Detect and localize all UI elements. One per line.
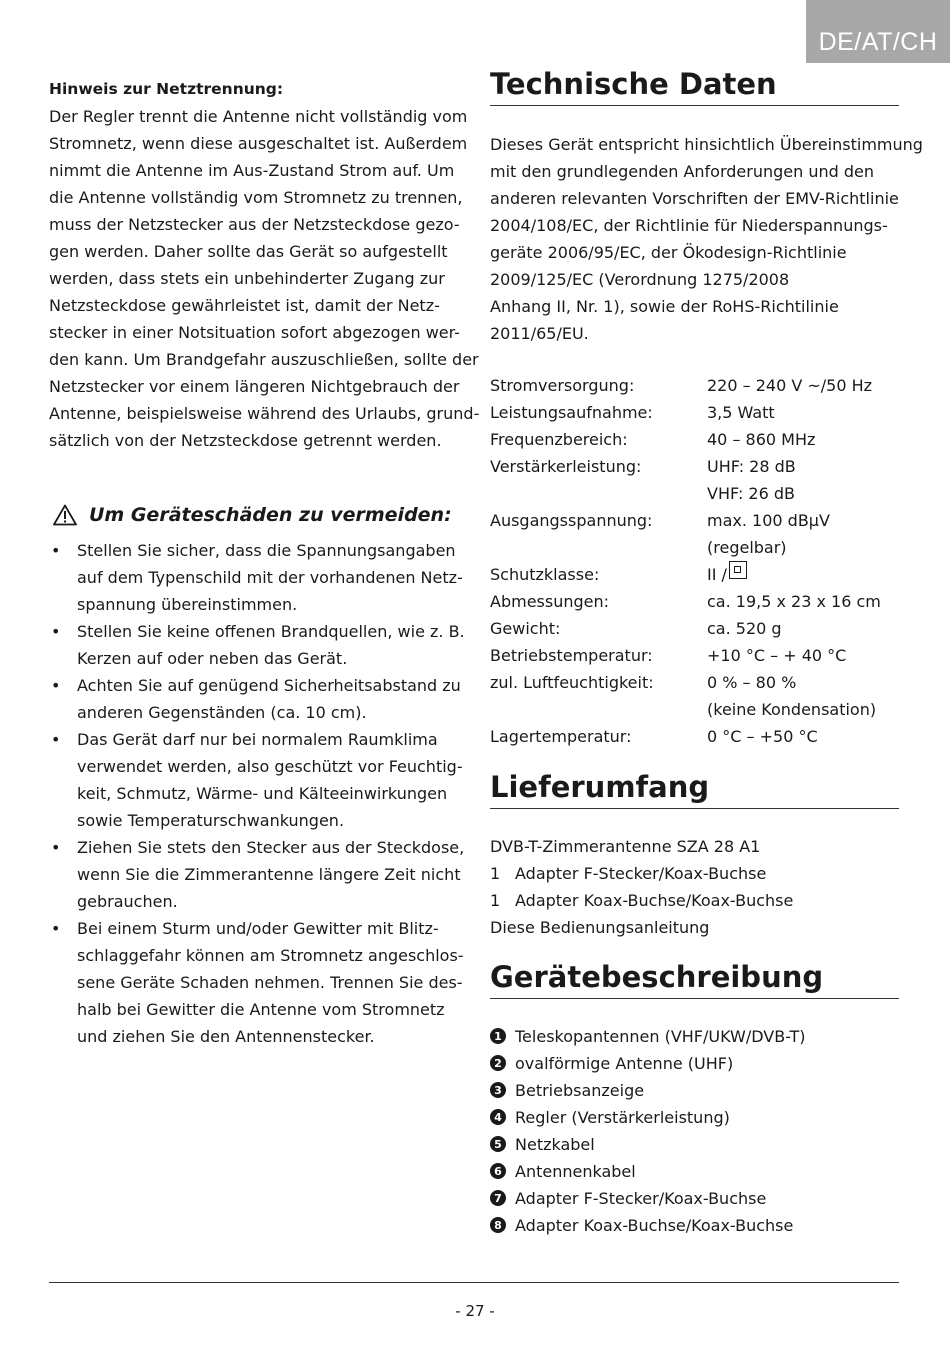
spec-value: (keine Kondensation) <box>707 700 877 719</box>
warning-heading <box>49 504 452 526</box>
intro-line: 2004/108/EC, der Richtlinie für Niederspannungs- <box>490 216 888 235</box>
scope-section <box>490 769 899 809</box>
tech-data-heading: Technische Daten <box>490 66 899 106</box>
scope-item-text: Diese Bedienungsanleitung <box>490 918 710 937</box>
bullet-line: sene Geräte Schaden nehmen. Trennen Sie des- <box>77 973 463 992</box>
spec-row <box>490 642 881 669</box>
bullet-line: Kerzen auf oder neben das Gerät. <box>77 649 348 668</box>
intro-line: anderen relevanten Vorschriften der EMV-Richtlinie <box>490 189 899 208</box>
bullet-item <box>49 915 469 1050</box>
bullet-text <box>77 915 464 1050</box>
warning-bullet-list <box>49 537 469 1050</box>
bullet-dot: • <box>51 622 61 641</box>
note-body <box>49 103 480 454</box>
spec-label: Schutzklasse: <box>490 565 600 584</box>
spec-row <box>490 669 881 696</box>
scope-item-text: DVB-T-Zimmerantenne SZA 28 A1 <box>490 837 761 856</box>
numbered-circle-icon: 4 <box>490 1109 506 1125</box>
bullet-dot: • <box>51 919 61 938</box>
scope-item <box>490 833 793 860</box>
spec-row <box>490 372 881 399</box>
bullet-line: und ziehen Sie den Antennenstecker. <box>77 1027 375 1046</box>
scope-heading: Lieferumfang <box>490 769 899 809</box>
note-line: Stromnetz, wenn diese ausgeschaltet ist. Außerdem <box>49 134 468 153</box>
bullet-line: auf dem Typenschild mit der vorhandenen Netz- <box>77 568 463 587</box>
description-item-text: Netzkabel <box>515 1135 595 1154</box>
scope-item <box>490 887 793 914</box>
note-line: Antenne, beispielsweise während des Urlaubs, grund- <box>49 404 480 423</box>
numbered-circle-icon: 3 <box>490 1082 506 1098</box>
scope-item-text: Adapter Koax-Buchse/Koax-Buchse <box>515 891 794 910</box>
spec-row <box>490 507 881 534</box>
bullet-line: sowie Temperaturschwankungen. <box>77 811 345 830</box>
spec-row <box>490 426 881 453</box>
spec-label: Ausgangsspannung: <box>490 511 653 530</box>
warning-triangle-icon <box>53 504 77 526</box>
note-line: werden, dass stets ein unbehinderter Zugang zur <box>49 269 445 288</box>
spec-row <box>490 453 881 480</box>
spec-label: Abmessungen: <box>490 592 610 611</box>
spec-label <box>490 696 707 723</box>
description-item-text: Adapter Koax-Buchse/Koax-Buchse <box>515 1216 794 1235</box>
note-line: gen werden. Daher sollte das Gerät so aufgestellt <box>49 242 448 261</box>
bullet-line: wenn Sie die Zimmerantenne längere Zeit nicht <box>77 865 461 884</box>
description-section <box>490 959 899 999</box>
tech-data-intro <box>490 131 923 347</box>
bullet-line: anderen Gegenständen (ca. 10 cm). <box>77 703 367 722</box>
description-item <box>490 1104 806 1131</box>
numbered-circle-icon: 8 <box>490 1217 506 1233</box>
description-item <box>490 1158 806 1185</box>
description-list <box>490 1023 806 1239</box>
note-title: Hinweis zur Netztrennung: <box>49 80 284 98</box>
footer-divider <box>49 1282 899 1283</box>
description-item-text: ovalförmige Antenne (UHF) <box>515 1054 734 1073</box>
spec-value: max. 100 dBμV <box>707 511 830 530</box>
spec-value: 220 – 240 V ~/50 Hz <box>707 376 873 395</box>
intro-line: Dieses Gerät entspricht hinsichtlich Übereinstimmung <box>490 135 923 154</box>
spec-label: Leistungsaufnahme: <box>490 403 653 422</box>
description-item-text: Betriebsanzeige <box>515 1081 645 1100</box>
bullet-text <box>77 672 461 726</box>
numbered-circle-icon: 7 <box>490 1190 506 1206</box>
bullet-text <box>77 618 465 672</box>
scope-item <box>490 914 793 941</box>
spec-row <box>490 588 881 615</box>
bullet-line: schlaggefahr können am Stromnetz angeschlos- <box>77 946 464 965</box>
spec-label: Stromversorgung: <box>490 376 635 395</box>
scope-list <box>490 833 793 941</box>
bullet-dot: • <box>51 676 61 695</box>
numbered-circle-icon: 1 <box>490 1028 506 1044</box>
spec-label: Frequenzbereich: <box>490 430 628 449</box>
bullet-text <box>77 726 463 834</box>
tech-data-section <box>490 66 899 106</box>
spec-row <box>490 561 881 588</box>
bullet-line: Ziehen Sie stets den Stecker aus der Steckdose, <box>77 838 465 857</box>
spec-label: Gewicht: <box>490 619 561 638</box>
bullet-line: Bei einem Sturm und/oder Gewitter mit Blitz- <box>77 919 439 938</box>
description-item <box>490 1023 806 1050</box>
warning-title: Um Geräteschäden zu vermeiden: <box>89 504 452 526</box>
description-item <box>490 1050 806 1077</box>
bullet-item <box>49 672 469 726</box>
bullet-text <box>77 834 464 915</box>
intro-line: 2011/65/EU. <box>490 324 589 343</box>
scope-item-text: Adapter F-Stecker/Koax-Buchse <box>515 864 767 883</box>
protection-class-ii-icon <box>729 561 747 579</box>
note-line: sätzlich von der Netzsteckdose getrennt werden. <box>49 431 442 450</box>
intro-line: Anhang II, Nr. 1), sowie der RoHS-Richtilinie <box>490 297 839 316</box>
power-disconnect-note <box>49 76 480 454</box>
scope-item-quantity: 1 <box>490 864 501 883</box>
spec-value: +10 °C – + 40 °C <box>707 646 847 665</box>
description-item-text: Regler (Verstärkerleistung) <box>515 1108 730 1127</box>
intro-line: mit den grundlegenden Anforderungen und den <box>490 162 874 181</box>
description-heading: Gerätebeschreibung <box>490 959 899 999</box>
spec-row <box>490 615 881 642</box>
scope-item <box>490 860 793 887</box>
intro-line: 2009/125/EC (Verordnung 1275/2008 <box>490 270 790 289</box>
note-line: muss der Netzstecker aus der Netzsteckdose gezo- <box>49 215 460 234</box>
spec-label: Lagertemperatur: <box>490 727 632 746</box>
bullet-line: Stellen Sie keine offenen Brandquellen, wie z. B. <box>77 622 465 641</box>
numbered-circle-icon: 5 <box>490 1136 506 1152</box>
spec-row <box>490 723 881 750</box>
bullet-line: keit, Schmutz, Wärme- und Kälteeinwirkungen <box>77 784 448 803</box>
spec-label <box>490 534 707 561</box>
bullet-line: gebrauchen. <box>77 892 178 911</box>
bullet-item <box>49 726 469 834</box>
bullet-line: halb bei Gewitter die Antenne vom Stromnetz <box>77 1000 445 1019</box>
bullet-text <box>77 537 463 618</box>
description-item <box>490 1185 806 1212</box>
spec-value: VHF: 26 dB <box>707 484 795 503</box>
spec-row <box>490 534 881 561</box>
description-item <box>490 1212 806 1239</box>
spec-label: Verstärkerleistung: <box>490 457 642 476</box>
bullet-dot: • <box>51 541 61 560</box>
note-line: Der Regler trennt die Antenne nicht vollständig vom <box>49 107 468 126</box>
bullet-line: Achten Sie auf genügend Sicherheitsabstand zu <box>77 676 461 695</box>
spec-value: ca. 520 g <box>707 619 782 638</box>
scope-item-quantity: 1 <box>490 891 501 910</box>
description-item <box>490 1077 806 1104</box>
bullet-line: spannung übereinstimmen. <box>77 595 298 614</box>
bullet-item <box>49 537 469 618</box>
intro-line: geräte 2006/95/EC, der Ökodesign-Richtlinie <box>490 243 847 262</box>
description-item <box>490 1131 806 1158</box>
note-line: stecker in einer Notsituation sofort abgezogen wer- <box>49 323 460 342</box>
spec-label <box>490 480 707 507</box>
note-line: nimmt die Antenne im Aus-Zustand Strom auf. Um <box>49 161 455 180</box>
bullet-item <box>49 618 469 672</box>
spec-value: II / <box>707 565 727 584</box>
spec-label: Betriebstemperatur: <box>490 646 653 665</box>
spec-value: ca. 19,5 x 23 x 16 cm <box>707 592 881 611</box>
language-tab: DE/AT/CH <box>806 0 950 63</box>
spec-row <box>490 399 881 426</box>
spec-value: 40 – 860 MHz <box>707 430 816 449</box>
description-item-text: Teleskopantennen (VHF/UKW/DVB-T) <box>515 1027 806 1046</box>
note-line: Netzsteckdose gewährleistet ist, damit der Netz- <box>49 296 440 315</box>
note-line: Netzstecker vor einem längeren Nichtgebrauch der <box>49 377 460 396</box>
bullet-line: verwendet werden, also geschützt vor Feuchtig- <box>77 757 463 776</box>
spec-value: (regelbar) <box>707 538 787 557</box>
spec-label: zul. Luftfeuchtigkeit: <box>490 673 654 692</box>
bullet-dot: • <box>51 730 61 749</box>
note-line: die Antenne vollständig vom Stromnetz zu trennen, <box>49 188 463 207</box>
note-line: den kann. Um Brandgefahr auszuschließen, sollte der <box>49 350 479 369</box>
numbered-circle-icon: 2 <box>490 1055 506 1071</box>
spec-value: 3,5 Watt <box>707 403 775 422</box>
spec-value: 0 % – 80 % <box>707 673 797 692</box>
description-item-text: Adapter F-Stecker/Koax-Buchse <box>515 1189 767 1208</box>
bullet-line: Stellen Sie sicher, dass die Spannungsangaben <box>77 541 456 560</box>
description-item-text: Antennenkabel <box>515 1162 636 1181</box>
spec-row <box>490 696 881 723</box>
spec-value: UHF: 28 dB <box>707 457 796 476</box>
spec-row <box>490 480 881 507</box>
spec-value: 0 °C – +50 °C <box>707 727 818 746</box>
spec-table <box>490 372 881 750</box>
bullet-item <box>49 834 469 915</box>
bullet-dot: • <box>51 838 61 857</box>
bullet-line: Das Gerät darf nur bei normalem Raumklima <box>77 730 438 749</box>
page-number: - 27 - <box>455 1302 495 1320</box>
numbered-circle-icon: 6 <box>490 1163 506 1179</box>
